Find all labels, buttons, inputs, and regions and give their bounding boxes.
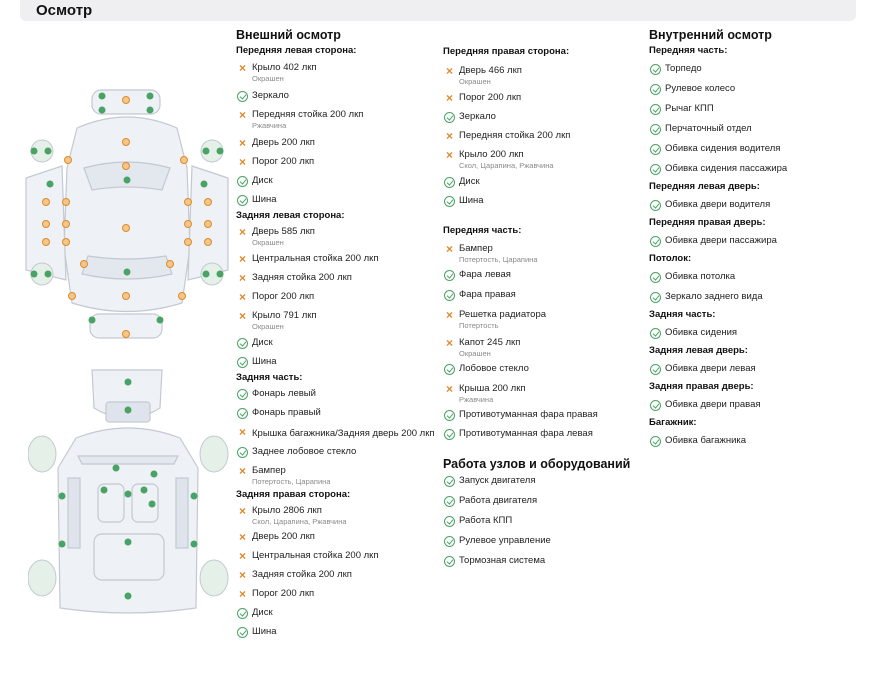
check-circle-icon: [650, 236, 661, 247]
item-label: Запуск двигателя: [459, 475, 536, 486]
list-item: [236, 109, 441, 130]
item-label: Обивка багажника: [665, 435, 747, 446]
item-label: Центральная стойка 200 лкп: [252, 253, 379, 264]
check-circle-icon: [237, 195, 248, 206]
warning-icon: ×: [238, 136, 246, 150]
list-item: [649, 123, 879, 135]
item-label: Фара левая: [459, 269, 511, 280]
item-label: Обивка сидения водителя: [665, 143, 781, 154]
section-title: Передняя правая дверь:: [649, 217, 766, 228]
list-item: [649, 363, 879, 375]
item-label: Дверь 466 лкп: [459, 65, 522, 76]
section-title: Потолок:: [649, 253, 692, 264]
list-item: [236, 531, 441, 543]
item-note: Окрашен: [252, 238, 284, 247]
check-circle-icon: [650, 272, 661, 283]
list-item: [649, 327, 879, 339]
warning-icon: ×: [445, 308, 453, 322]
item-label: Фара правая: [459, 289, 516, 300]
list-item: [236, 156, 441, 168]
list-item: [443, 409, 643, 421]
item-label: Диск: [252, 337, 273, 348]
list-item: [236, 426, 441, 441]
list-item: [236, 137, 441, 149]
item-label: Задняя стойка 200 лкп: [252, 272, 352, 283]
list-item: [236, 310, 441, 331]
list-item: [236, 550, 441, 562]
warning-icon: ×: [238, 271, 246, 285]
check-circle-icon: [650, 400, 661, 411]
warning-icon: ×: [445, 148, 453, 162]
front-right-list: [443, 65, 643, 207]
list-item: [443, 475, 643, 487]
list-item: [236, 505, 441, 526]
list-item: [443, 535, 643, 547]
list-item: [443, 515, 643, 527]
list-item: [443, 269, 643, 281]
list-item: [443, 337, 643, 358]
list-item: [236, 253, 441, 265]
item-label: Зеркало: [252, 90, 289, 101]
check-circle-icon: [237, 408, 248, 419]
list-item: [236, 175, 441, 187]
list-item: [236, 607, 441, 619]
check-circle-icon: [650, 200, 661, 211]
item-label: Заднее лобовое стекло: [252, 446, 357, 457]
exterior-column-left: [236, 27, 441, 638]
item-label: Обивка двери водителя: [665, 199, 771, 210]
interior-column: [649, 27, 879, 447]
section-title: Задняя левая сторона:: [236, 210, 345, 221]
warning-icon: ×: [445, 91, 453, 105]
check-circle-icon: [650, 64, 661, 75]
check-circle-icon: [650, 328, 661, 339]
item-label: Диск: [252, 175, 273, 186]
check-circle-icon: [444, 364, 455, 375]
list-item: [443, 495, 643, 507]
list-item: [443, 111, 643, 123]
item-label: Задняя стойка 200 лкп: [252, 569, 352, 580]
top-bar: [20, 0, 856, 21]
list-item: [649, 235, 879, 247]
check-circle-icon: [444, 290, 455, 301]
item-label: Крыло 2806 лкп: [252, 505, 322, 516]
list-item: [236, 388, 441, 400]
warning-icon: ×: [238, 61, 246, 75]
item-label: Фонарь левый: [252, 388, 316, 399]
item-label: Крыло 200 лкп: [459, 149, 524, 160]
item-label: Порог 200 лкп: [252, 156, 315, 167]
item-label: Перчаточный отдел: [665, 123, 752, 134]
list-item: [443, 428, 643, 440]
item-note: Скол, Царапина, Ржавчина: [252, 517, 347, 526]
item-label: Лобовое стекло: [459, 363, 529, 374]
check-circle-icon: [650, 364, 661, 375]
section-title: Задняя правая сторона:: [236, 489, 351, 500]
item-label: Тормозная система: [459, 555, 546, 566]
item-label: Торпедо: [665, 63, 702, 74]
list-item: [649, 199, 879, 211]
item-label: Диск: [252, 607, 273, 618]
units-title: Работа узлов и оборудований: [443, 457, 631, 471]
check-circle-icon: [237, 357, 248, 368]
warning-icon: ×: [238, 108, 246, 122]
list-item: [443, 363, 643, 375]
exterior-title: Внешний осмотр: [236, 28, 341, 42]
list-item: [649, 163, 879, 175]
item-label: Шина: [252, 194, 277, 205]
interior-title: Внутренний осмотр: [649, 28, 772, 42]
check-circle-icon: [237, 627, 248, 638]
item-label: Рулевое колесо: [665, 83, 736, 94]
rear-right-list: [236, 505, 441, 638]
list-item: [236, 407, 441, 419]
interior-car-diagram: [28, 368, 233, 618]
check-circle-icon: [444, 270, 455, 281]
list-item: [236, 626, 441, 638]
section-title: Передняя правая сторона:: [443, 46, 570, 57]
warning-icon: ×: [238, 425, 246, 439]
check-circle-icon: [444, 112, 455, 123]
item-label: Противотуманная фара правая: [459, 409, 598, 420]
item-label: Порог 200 лкп: [252, 588, 315, 599]
item-label: Бампер: [459, 243, 493, 254]
list-item: [443, 65, 643, 86]
warning-icon: ×: [238, 309, 246, 323]
item-label: Порог 200 лкп: [459, 92, 522, 103]
item-label: Капот 245 лкп: [459, 337, 521, 348]
check-circle-icon: [650, 164, 661, 175]
item-label: Шина: [252, 356, 277, 367]
item-label: Диск: [459, 176, 480, 187]
item-label: Решетка радиатора: [459, 309, 547, 320]
item-label: Дверь 585 лкп: [252, 226, 315, 237]
warning-icon: ×: [445, 242, 453, 256]
section-title: Задняя правая дверь:: [649, 381, 754, 392]
list-item: [236, 356, 441, 368]
list-item: [236, 465, 441, 486]
item-label: Крыша 200 лкп: [459, 383, 526, 394]
item-label: Крыло 402 лкп: [252, 62, 317, 73]
section-title: Багажник:: [649, 417, 697, 428]
warning-icon: ×: [445, 336, 453, 350]
item-note: Окрашен: [252, 74, 284, 83]
warning-icon: ×: [445, 64, 453, 78]
item-label: Обивка двери правая: [665, 399, 761, 410]
list-item: [236, 337, 441, 349]
warning-icon: ×: [238, 587, 246, 601]
list-item: [236, 90, 441, 102]
item-note: Окрашен: [459, 77, 491, 86]
list-item: [236, 291, 441, 303]
check-circle-icon: [650, 104, 661, 115]
check-circle-icon: [650, 84, 661, 95]
item-note: Ржавчина: [459, 395, 494, 404]
check-circle-icon: [444, 516, 455, 527]
list-item: [443, 195, 643, 207]
warning-icon: ×: [238, 225, 246, 239]
item-label: Крышка багажника/Задняя дверь 200 лкп: [252, 428, 435, 439]
check-circle-icon: [444, 410, 455, 421]
item-label: Передняя стойка 200 лкп: [252, 109, 364, 120]
check-circle-icon: [650, 436, 661, 447]
rear-list: [236, 388, 441, 486]
warning-icon: ×: [238, 568, 246, 582]
check-circle-icon: [237, 176, 248, 187]
check-circle-icon: [444, 536, 455, 547]
exterior-column-right: [443, 46, 643, 567]
item-label: Шина: [252, 626, 277, 637]
check-circle-icon: [237, 91, 248, 102]
item-label: Шина: [459, 195, 484, 206]
exterior-car-diagram: [22, 88, 232, 343]
list-item: [649, 143, 879, 155]
warning-icon: ×: [238, 464, 246, 478]
check-circle-icon: [237, 447, 248, 458]
front-left-list: [236, 62, 441, 206]
item-label: Дверь 200 лкп: [252, 137, 315, 148]
item-label: Работа двигателя: [459, 495, 538, 506]
list-item: [443, 309, 643, 330]
warning-icon: ×: [238, 290, 246, 304]
list-item: [649, 83, 879, 95]
item-label: Обивка двери пассажира: [665, 235, 777, 246]
check-circle-icon: [444, 177, 455, 188]
list-item: [443, 149, 643, 170]
warning-icon: ×: [238, 155, 246, 169]
item-label: Порог 200 лкп: [252, 291, 315, 302]
list-item: [649, 271, 879, 283]
item-label: Противотуманная фара левая: [459, 428, 593, 439]
section-title: Задняя левая дверь:: [649, 345, 748, 356]
item-label: Центральная стойка 200 лкп: [252, 550, 379, 561]
list-item: [443, 555, 643, 567]
rear-left-list: [236, 226, 441, 368]
check-circle-icon: [444, 196, 455, 207]
item-label: Рулевое управление: [459, 535, 551, 546]
item-label: Обивка потолка: [665, 271, 736, 282]
check-circle-icon: [444, 429, 455, 440]
check-circle-icon: [237, 338, 248, 349]
section-title: Передняя левая дверь:: [649, 181, 760, 192]
list-item: [443, 243, 643, 264]
list-item: [236, 194, 441, 206]
item-label: Зеркало заднего вида: [665, 291, 763, 302]
section-title: Задняя часть:: [649, 309, 716, 320]
item-label: Работа КПП: [459, 515, 513, 526]
item-note: Окрашен: [252, 322, 284, 331]
list-item: [443, 92, 643, 104]
check-circle-icon: [650, 144, 661, 155]
list-item: [236, 569, 441, 581]
front-list: [443, 243, 643, 440]
units-list: [443, 475, 643, 567]
item-label: Рычаг КПП: [665, 103, 714, 114]
list-item: [443, 130, 643, 142]
warning-icon: ×: [445, 129, 453, 143]
list-item: [236, 226, 441, 247]
warning-icon: ×: [238, 530, 246, 544]
item-label: Обивка двери левая: [665, 363, 756, 374]
list-item: [443, 383, 643, 404]
list-item: [443, 289, 643, 301]
item-label: Обивка сидения пассажира: [665, 163, 788, 174]
list-item: [236, 62, 441, 83]
item-note: Потертость, Царапина: [252, 477, 331, 486]
check-circle-icon: [444, 496, 455, 507]
item-label: Крыло 791 лкп: [252, 310, 317, 321]
item-label: Обивка сидения: [665, 327, 738, 338]
item-label: Дверь 200 лкп: [252, 531, 315, 542]
warning-icon: ×: [238, 549, 246, 563]
list-item: [236, 588, 441, 600]
item-note: Потертость, Царапина: [459, 255, 538, 264]
section-title: Передняя левая сторона:: [236, 45, 357, 56]
check-circle-icon: [237, 389, 248, 400]
item-note: Ржавчина: [252, 121, 287, 130]
section-title: Передняя часть:: [649, 45, 728, 56]
page-title: Осмотр: [36, 2, 93, 19]
check-circle-icon: [237, 608, 248, 619]
check-circle-icon: [650, 292, 661, 303]
item-label: Бампер: [252, 465, 286, 476]
list-item: [649, 103, 879, 115]
check-circle-icon: [444, 476, 455, 487]
list-item: [649, 291, 879, 303]
list-item: [649, 435, 879, 447]
check-circle-icon: [444, 556, 455, 567]
item-note: Скол, Царапина, Ржавчина: [459, 161, 554, 170]
item-note: Потертость: [459, 321, 499, 330]
item-label: Передняя стойка 200 лкп: [459, 130, 571, 141]
list-item: [649, 63, 879, 75]
check-circle-icon: [650, 124, 661, 135]
list-item: [649, 399, 879, 411]
list-item: [236, 272, 441, 284]
item-label: Зеркало: [459, 111, 496, 122]
section-title: Задняя часть:: [236, 372, 303, 383]
warning-icon: ×: [238, 504, 246, 518]
item-note: Окрашен: [459, 349, 491, 358]
list-item: [443, 176, 643, 188]
warning-icon: ×: [238, 252, 246, 266]
list-item: [236, 446, 441, 458]
section-title: Передняя часть:: [443, 225, 522, 236]
warning-icon: ×: [445, 382, 453, 396]
item-label: Фонарь правый: [252, 407, 321, 418]
